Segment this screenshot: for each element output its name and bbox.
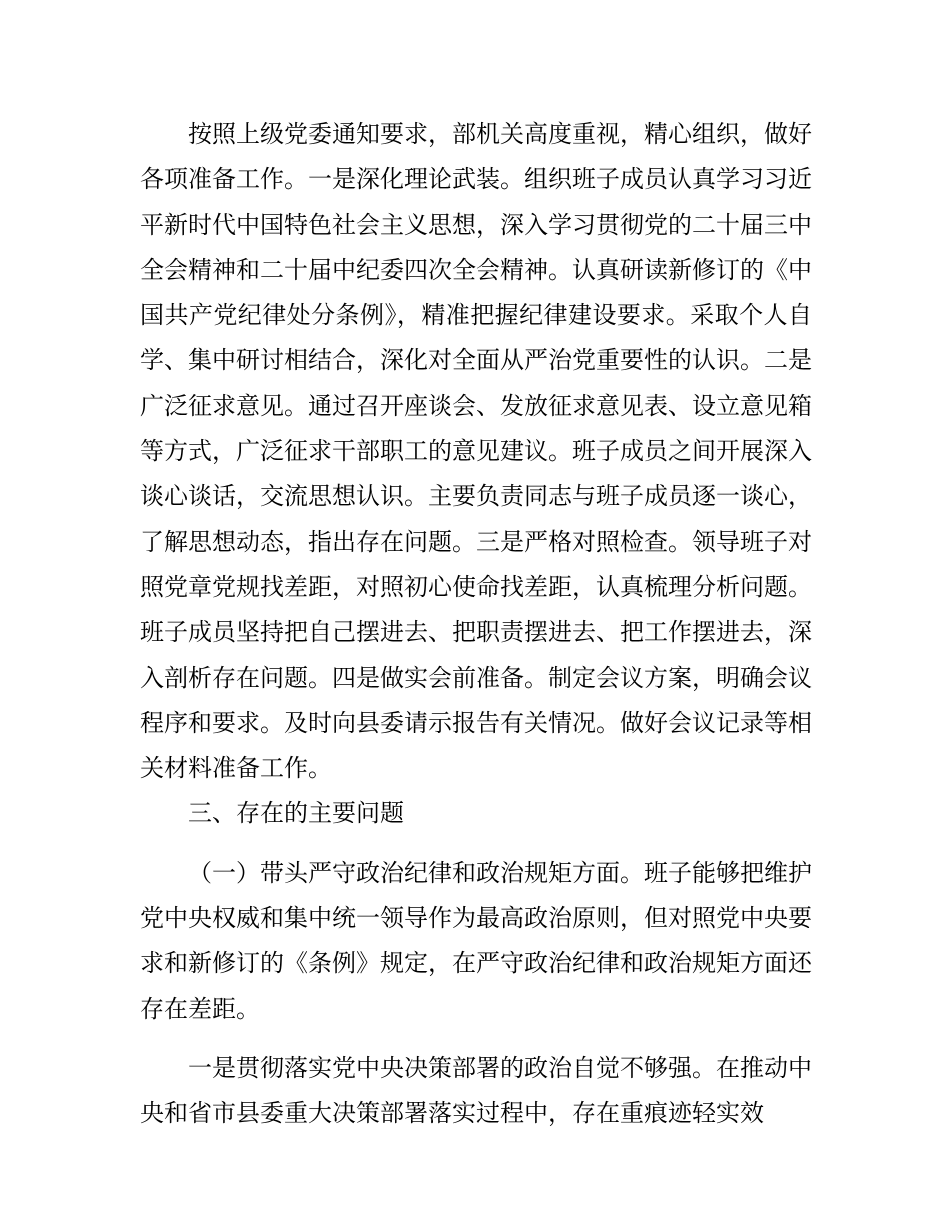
paragraph-political-discipline: （一）带头严守政治纪律和政治规矩方面。班子能够把维护党中央权威和集中统一领导作为最高政治原则，但对照党中央要求和新修订的《条例》规定，在严守政治纪律和政治规矩方面还存在差距。 <box>140 858 812 1023</box>
section-heading-main-problems: 三、存在的主要问题 <box>188 799 404 828</box>
document-body <box>140 112 812 1137</box>
paragraph-implementation-awareness: 一是贯彻落实党中央决策部署的政治自觉不够强。在推动中央和省市县委重大决策部署落实过程中，存在重痕迹轻实效 <box>140 1053 812 1128</box>
paragraph-preparation-work: 按照上级党委通知要求，部机关高度重视，精心组织，做好各项准备工作。一是深化理论武装。组织班子成员认真学习习近平新时代中国特色社会主义思想，深入学习贯彻党的二十届三中全会精神和二十届中纪委四次全会精神。认真研读新修订的《中国共产党纪律处分条例》，精准把握纪律建设要求。采取个人自学、集中研讨相结合，深化对全面从严治党重要性的认识。二是广泛征求意见。通过召开座谈会、发放征求意见表、设立意见箱等方式，广泛征求干部职工的意见建议。班子成员之间开展深入谈心谈话，交流思想认识。主要负责同志与班子成员逐一谈心，了解思想动态，指出存在问题。三是严格对照检查。领导班子对照党章党规找差距，对照初心使命找差距，认真梳理分析问题。班子成员坚持把自己摆进去、把职责摆进去、把工作摆进去，深入剖析存在问题。四是做实会前准备。制定会议方案，明确会议程序和要求。及时向县委请示报告有关情况。做好会议记录等相关材料准备工作。 <box>140 120 812 783</box>
